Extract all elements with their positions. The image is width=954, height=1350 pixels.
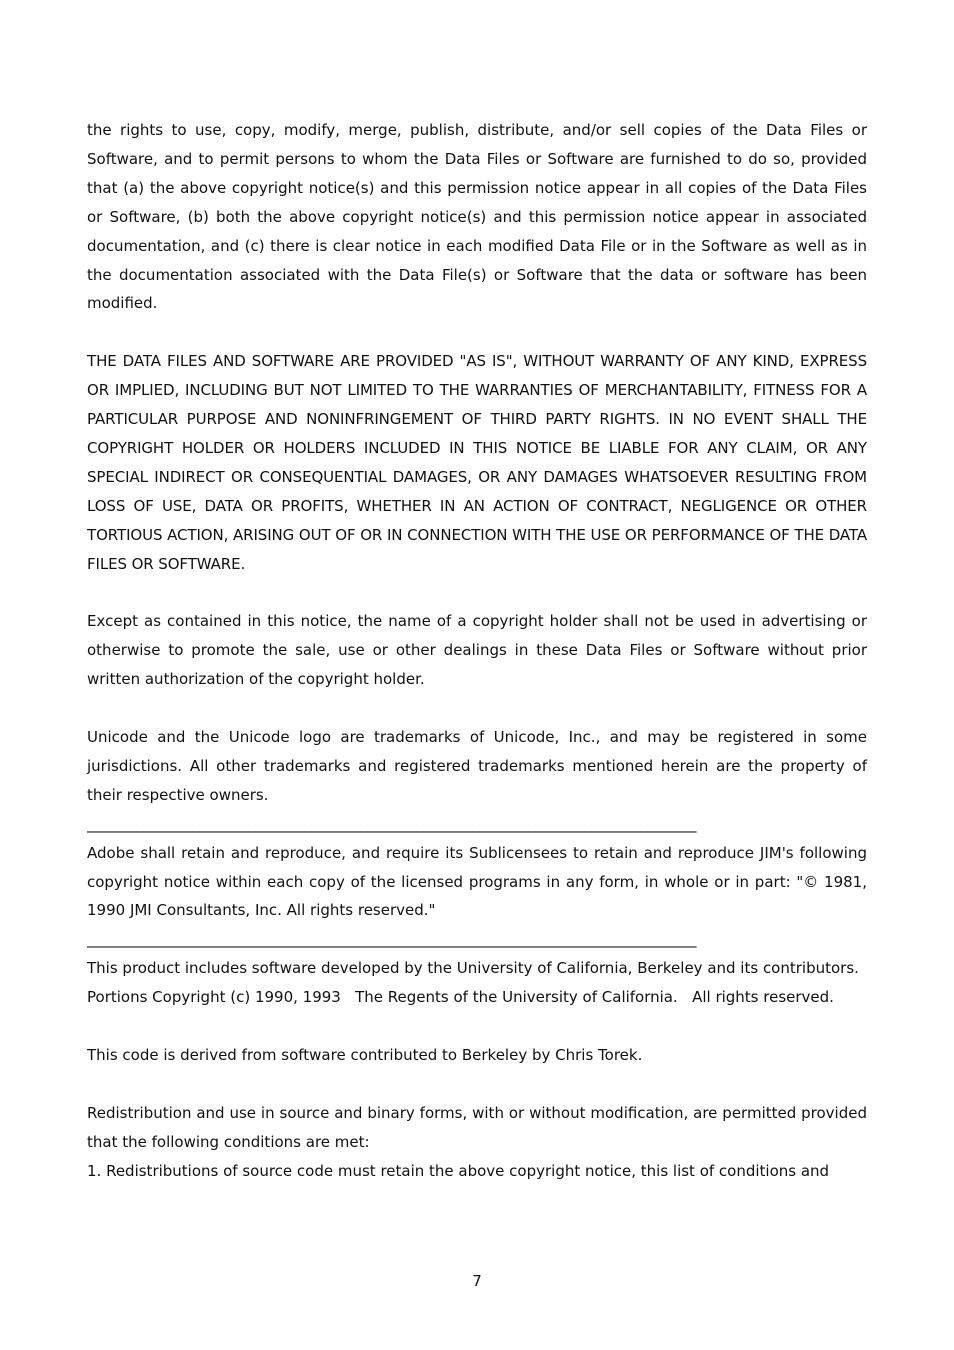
- adobe-notice-paragraph: Adobe shall retain and reproduce, and require its Sublicensees to retain and reproduce JIM's following copyright notice within each copy of the licensed programs in any form, in whole or in part: "© 1981, 1990 JMI Consultants, Inc. All rights reserved.": [87, 843, 867, 920]
- warranty-disclaimer-paragraph: THE DATA FILES AND SOFTWARE ARE PROVIDED "AS IS", WITHOUT WARRANTY OF ANY KIND, EXPRESS OR IMPLIED, INCLUDING BUT NOT LIMITED TO THE WARRANTIES OF MERCHANTABILITY, FITNESS FOR A PARTICULAR PURPOSE AND NONINFRINGEMENT OF THIRD PARTY RIGHTS. IN NO EVENT SHALL THE COPYRIGHT HOLDER OR HOLDERS INCLUDED IN THIS NOTICE BE LIABLE FOR ANY CLAIM, OR ANY SPECIAL INDIRECT OR CONSEQUENTIAL DAMAGES, OR ANY DAMAGES WHATSOEVER RESULTING FROM LOSS OF USE, DATA OR PROFITS, WHETHER IN AN ACTION OF CONTRACT, NEGLIGENCE OR OTHER TORTIOUS ACTION, ARISING OUT OF OR IN CONNECTION WITH THE USE OR PERFORMANCE OF THE DATA FILES OR SOFTWARE.: [87, 352, 867, 573]
- redistribution-paragraph: Redistribution and use in source and binary forms, with or without modification, are permitted provided that the following conditions are met:: [87, 1103, 867, 1151]
- berkeley-attribution-paragraph: This product includes software developed by the University of California, Berkeley and its contributors.: [87, 959, 859, 978]
- torek-attribution-paragraph: This code is derived from software contributed to Berkeley by Chris Torek.: [87, 1045, 643, 1064]
- document-body: [87, 116, 867, 1185]
- regents-copyright-line: Portions Copyright (c) 1990, 1993 The Regents of the University of California. All rights reserved.: [87, 988, 834, 1007]
- page-number: 7: [472, 1272, 482, 1290]
- advertising-restriction-paragraph: Except as contained in this notice, the name of a copyright holder shall not be used in advertising or otherwise to promote the sale, use or other dealings in these Data Files or Software without prior written authorization of the copyright holder.: [87, 612, 867, 689]
- trademark-paragraph: Unicode and the Unicode logo are trademarks of Unicode, Inc., and may be registered in some jurisdictions. All other trademarks and registered trademarks mentioned herein are the property of their respective owners.: [87, 727, 867, 804]
- section-separator: _______________________________________________________________________________________: [87, 814, 696, 833]
- permission-paragraph: the rights to use, copy, modify, merge, publish, distribute, and/or sell copies of the Data Files or Software, and to permit persons to whom the Data Files or Software are furnished to do so, provided that (a) the above copyright notice(s) and this permission notice appear in all copies of the Data Files or Software, (b) both the above copyright notice(s) and this permission notice appear in associated documentation, and (c) there is clear notice in each modified Data File or in the Software as well as in the documentation associated with the Data File(s) or Software that the data or software has been modified.: [87, 121, 867, 313]
- section-separator: _______________________________________________________________________________________: [87, 930, 696, 949]
- condition-item-1: 1. Redistributions of source code must retain the above copyright notice, this list of conditions and: [87, 1161, 830, 1180]
